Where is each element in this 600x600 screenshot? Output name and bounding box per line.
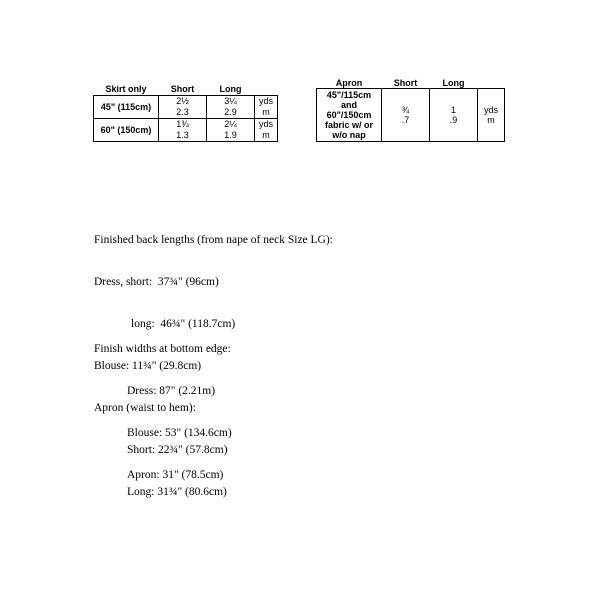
skirt-yardage-table [93,84,278,142]
yards-value: 3¼ [224,96,237,106]
meters-value: .7 [401,115,410,125]
dress-width: Dress: 87" (2.21m) [127,385,216,397]
blouse-width: Blouse: 53" (134.6cm) [127,427,232,439]
dress-short-length: Dress, short: 37¾" (96cm) [94,276,219,288]
unit-cell [255,119,278,142]
yards-value: 1¾ [176,119,189,129]
fabric-width-60: 60" (150cm) [94,119,159,142]
meters-value: .9 [449,115,458,125]
blouse-length: Blouse: 11¾" (29.8cm) [94,360,202,372]
meters-value: 2.9 [224,107,237,117]
table-row [94,119,278,142]
meters-value: 1.3 [176,130,189,140]
apron-short-length: Short: 22¾" (57.8cm) [127,444,228,456]
apron-length-heading: Apron (waist to hem): [94,402,196,414]
unit-yds: yds [258,96,273,106]
yards-value: ¾ [401,105,410,115]
apron-width: Apron: 31" (78.5cm) [127,469,224,481]
lengths-heading: Finished back lengths (from nape of neck Size LG): [94,234,333,246]
unit-m: m [262,107,270,117]
apron-long [430,89,478,142]
skirt-short-60 [159,119,207,142]
unit-yds: yds [483,105,498,115]
apron-yardage-table [316,78,505,142]
yards-value: 2½ [176,96,189,106]
unit-m: m [487,115,495,125]
skirt-long-45 [207,96,255,119]
table-row [94,96,278,119]
unit-cell [255,96,278,119]
apron-label-line: and [340,100,357,110]
unit-cell [478,89,505,142]
dress-long-length: long: 46¾" (118.7cm) [131,318,236,330]
skirt-header-unit [255,84,278,96]
meters-value: 1.9 [224,130,237,140]
apron-label-line: w/o nap [332,130,366,140]
finish-widths-section [94,314,232,496]
skirt-header-long: Long [219,84,242,94]
apron-fabric-label [317,89,382,142]
apron-long-length: Long: 31¾" (80.6cm) [127,486,227,498]
skirt-header-short: Short [170,84,195,94]
apron-header-long: Long [442,78,465,88]
skirt-header-label: Skirt only [105,84,147,94]
apron-header-short: Short [393,78,418,88]
apron-header-label: Apron [335,78,363,88]
unit-yds: yds [258,119,273,129]
apron-short [382,89,430,142]
meters-value: 2.3 [176,107,189,117]
apron-label-line: fabric w/ or [324,120,373,130]
widths-heading: Finish widths at bottom edge: [94,343,231,355]
apron-label-line: 60"/150cm [326,110,372,120]
apron-header-unit [478,78,505,89]
yards-value: 1 [450,105,456,115]
skirt-long-60 [207,119,255,142]
table-row [317,89,505,142]
yards-value: 2¼ [224,119,237,129]
unit-m: m [262,130,270,140]
fabric-width-45: 45" (115cm) [94,96,159,119]
skirt-short-45 [159,96,207,119]
apron-label-line: 45"/115cm [326,90,372,100]
